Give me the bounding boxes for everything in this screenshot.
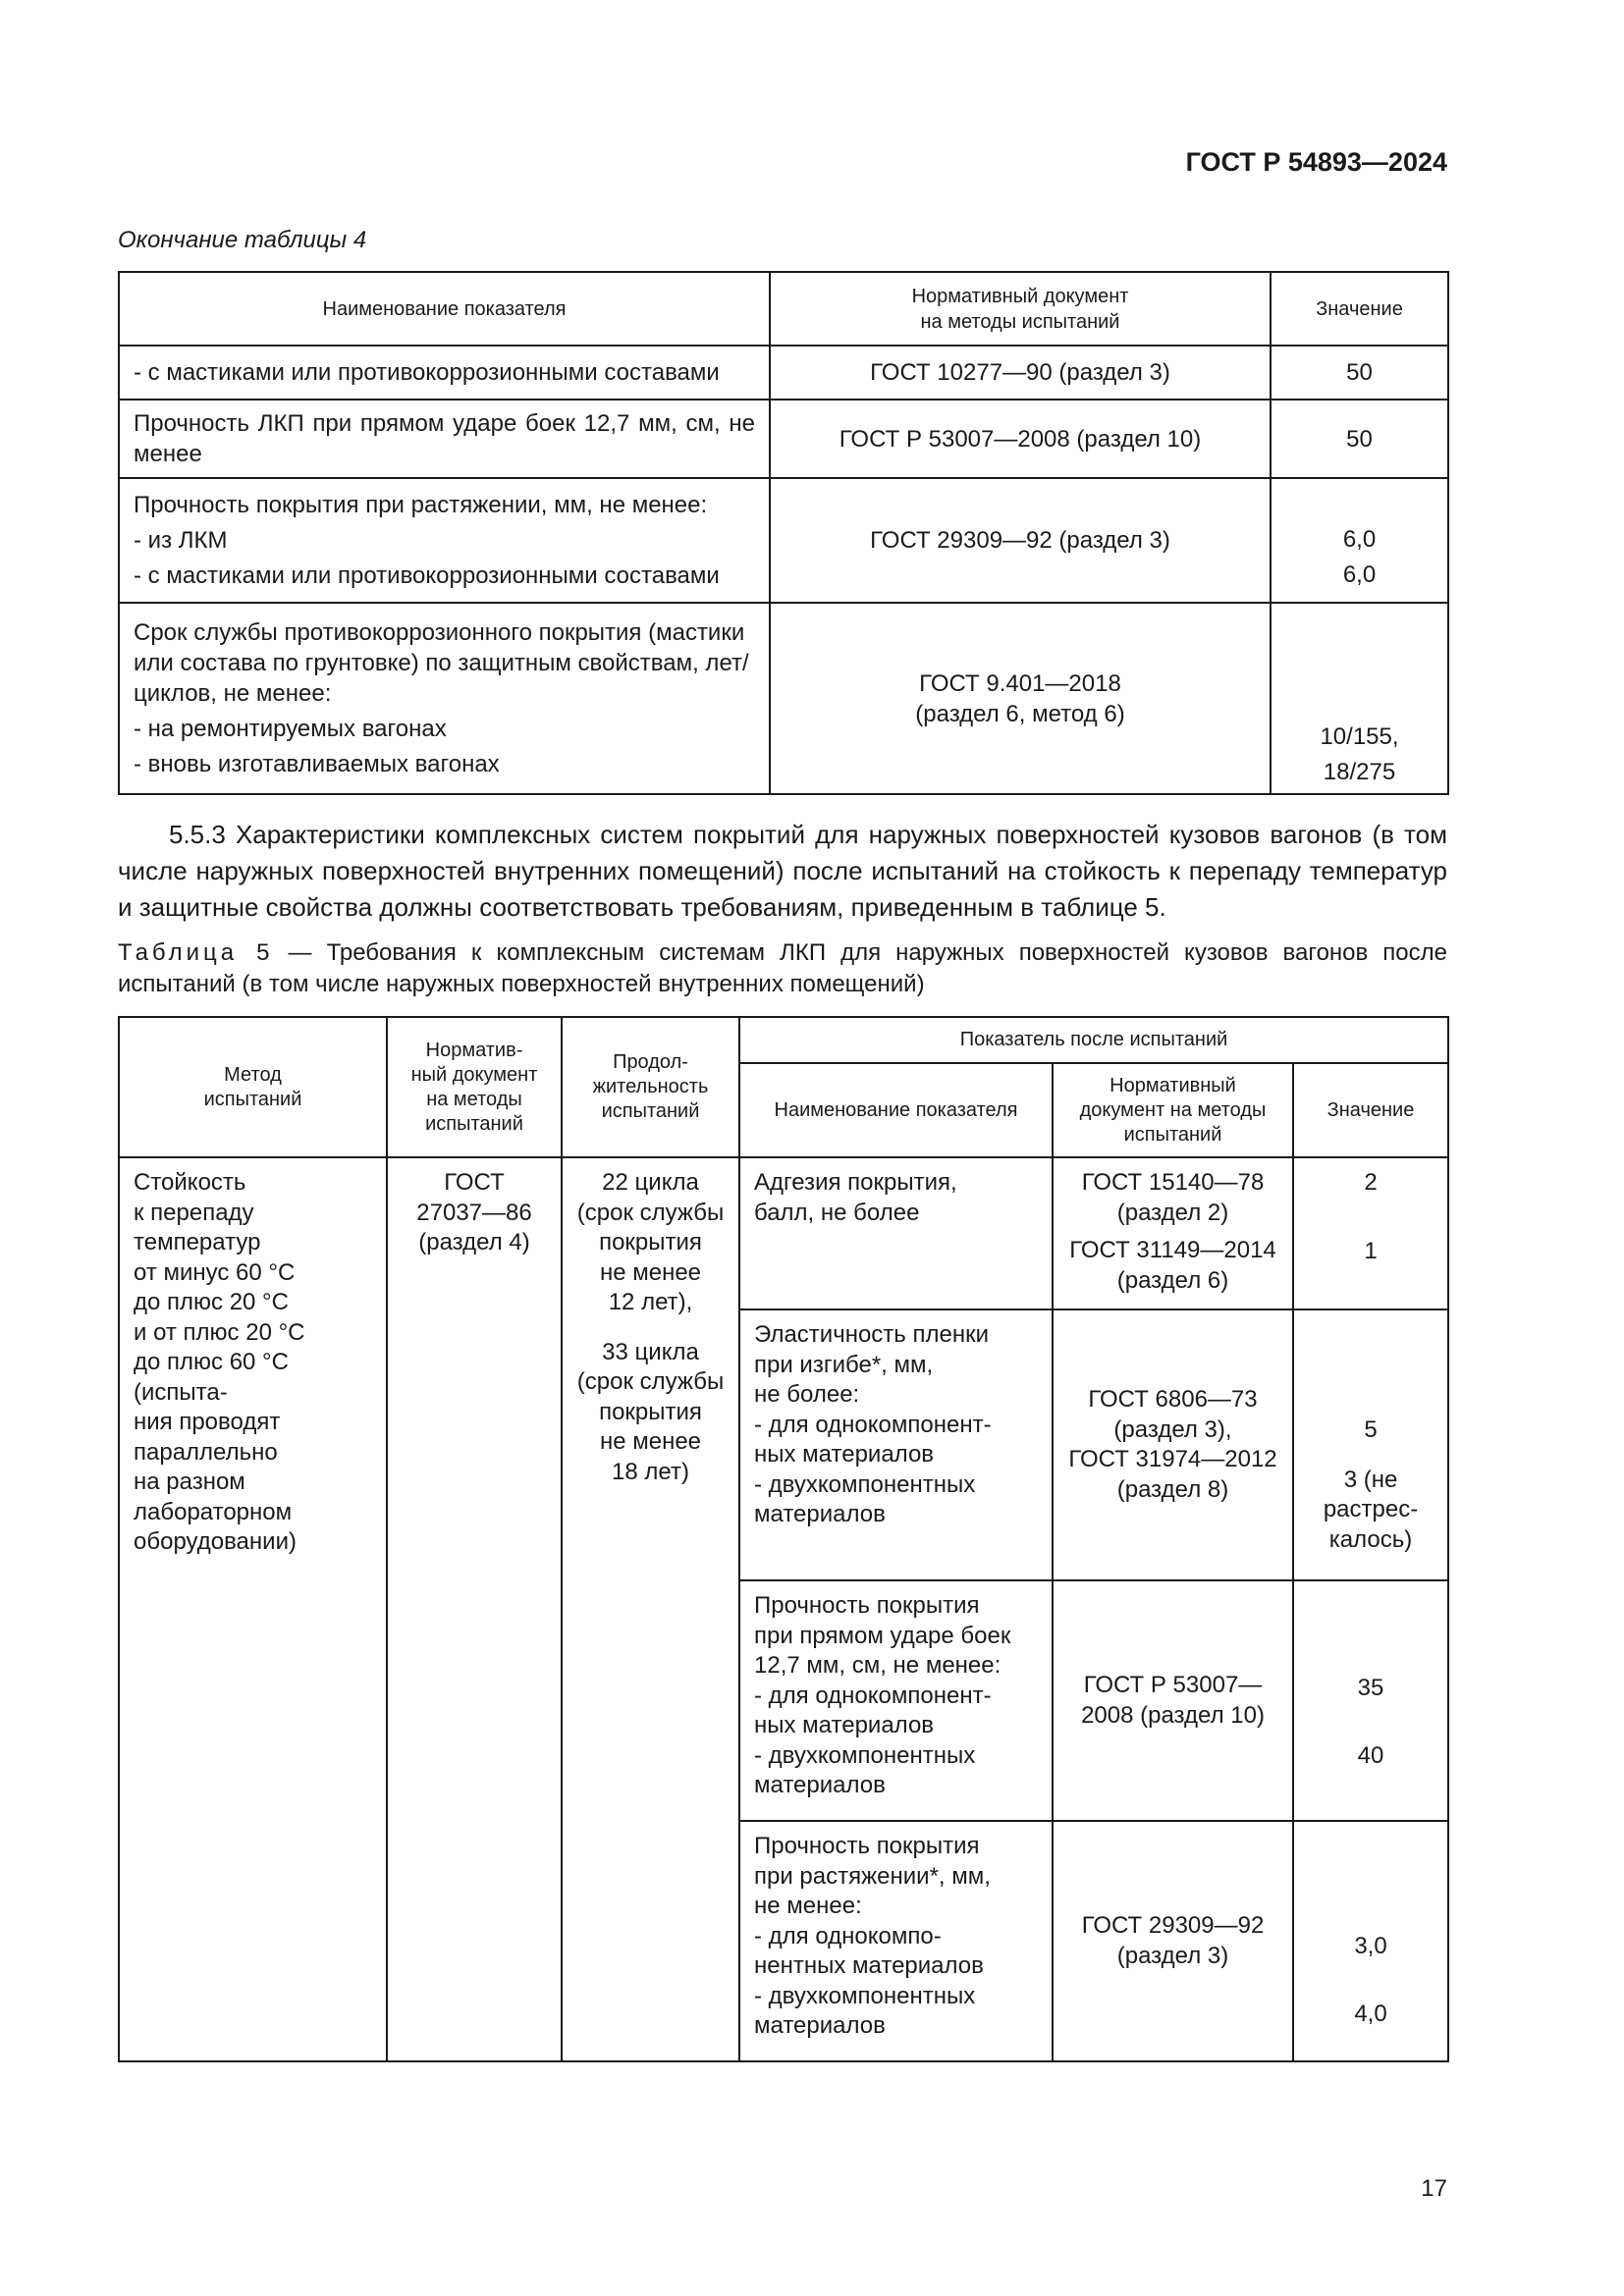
table5-indicator-doc: ГОСТ 29309—92 (раздел 3) [1053,1821,1293,2061]
table-row [119,1157,1448,1309]
table5-indicator-name: Адгезия покрытия, балл, не более [739,1157,1053,1309]
table4-col-doc: Нормативный документ на методы испытаний [770,272,1271,346]
table4-cell-value: 50 [1271,400,1448,478]
table5-col-normdoc: Норматив- ный документ на методы испытаний [387,1017,562,1157]
table4-cell-name: Прочность ЛКП при прямом ударе боек 12,7 мм, см, не менее [119,400,770,478]
table5-indicator-name: Прочность покрытия при прямом ударе боек 12,7 мм, см, не менее: - для однокомпонент- ных материалов - двухкомпонентных материалов [739,1580,1053,1821]
table4-col-value: Значение [1271,272,1448,346]
table4-cell-doc: ГОСТ 10277—90 (раздел 3) [770,346,1271,400]
document-id: ГОСТ Р 54893—2024 [1185,147,1447,177]
table5-col-duration: Продол- жительность испытаний [562,1017,739,1157]
page-number: 17 [1421,2175,1447,2202]
table5-col-after: Показатель после испытаний [739,1017,1448,1063]
table5-caption: Таблица 5 — Требования к комплексным системам ЛКП для наружных поверхностей кузовов вагонов после испытаний (в том числе наружных поверхностей внутренних помещений) [118,939,1448,997]
table4-caption: Окончание таблицы 4 [118,227,367,253]
table5-col-method: Метод испытаний [119,1017,387,1157]
table5-col-ind-name: Наименование показателя [739,1063,1053,1157]
table5-col-ind-doc: Нормативный документ на методы испытаний [1053,1063,1293,1157]
table4-cell-doc: ГОСТ 29309—92 (раздел 3) [770,478,1271,603]
table5-indicator-name: Эластичность пленки при изгибе*, мм, не более: - для однокомпонент- ных материалов - двухкомпонентных материалов [739,1309,1053,1580]
table5-indicator-name: Прочность покрытия при растяжении*, мм, не менее: - для однокомпо- нентных материалов - двухкомпонентных материалов [739,1821,1053,2061]
table5-col-ind-value: Значение [1293,1063,1448,1157]
table4-cell-doc: ГОСТ 9.401—2018 (раздел 6, метод 6) [770,603,1271,794]
table4-col-name: Наименование показателя [119,272,770,346]
table-row [119,400,1448,478]
paragraph-5-5-3: 5.5.3 Характеристики комплексных систем покрытий для наружных поверхностей кузовов вагонов (в том числе наружных поверхностей внутренних помещений) после испытаний на стойкость к перепаду температур и защитные свойства должны соответствовать требованиям, приведенным в таблице 5. [118,820,1447,922]
table-row [119,346,1448,400]
table5-indicator-value: 5 3 (не растрес- калось) [1293,1309,1448,1580]
table4-cell-value: 10/155, 18/275 [1271,603,1448,794]
table4-cell-value: 6,0 6,0 [1271,478,1448,603]
table5-indicator-value: 2 1 [1293,1157,1448,1309]
table4-cell-value: 50 [1271,346,1448,400]
table4-cell-name: - с мастиками или противокоррозионными составами [119,346,770,400]
table5-header-row [119,1017,1448,1063]
table-5 [118,1016,1449,2062]
table5-method-cell: Стойкость к перепаду температур от минус 60 °C до плюс 20 °C и от плюс 20 °C до плюс 60 °C (испыта- ния проводят параллельно на разном лабораторном оборудовании) [119,1157,387,2061]
table4-cell-name: Срок службы противокоррозионного покрытия (мастики или состава по грунтовке) по защитным свойствам, лет/циклов, не менее: - на ремонтируемых вагонах - вновь изготавливаемых вагонах [119,603,770,794]
table5-indicator-doc: ГОСТ 15140—78 (раздел 2) ГОСТ 31149—2014 (раздел 6) [1053,1157,1293,1309]
table5-indicator-value: 3,0 4,0 [1293,1821,1448,2061]
table4-cell-doc: ГОСТ Р 53007—2008 (раздел 10) [770,400,1271,478]
table5-normdoc-cell: ГОСТ 27037—86 (раздел 4) [387,1157,562,2061]
table4-cell-name: Прочность покрытия при растяжении, мм, не менее: - из ЛКМ - с мастиками или противокоррозионными составами [119,478,770,603]
table-row [119,603,1448,794]
table-row [119,478,1448,603]
table-4 [118,271,1449,795]
table5-indicator-doc: ГОСТ 6806—73 (раздел 3), ГОСТ 31974—2012 (раздел 8) [1053,1309,1293,1580]
table5-indicator-doc: ГОСТ Р 53007— 2008 (раздел 10) [1053,1580,1293,1821]
table5-duration-cell: 22 цикла (срок службы покрытия не менее 12 лет), 33 цикла (срок службы покрытия не менее 18 лет) [562,1157,739,2061]
table4-header-row [119,272,1448,346]
table5-indicator-value: 35 40 [1293,1580,1448,1821]
